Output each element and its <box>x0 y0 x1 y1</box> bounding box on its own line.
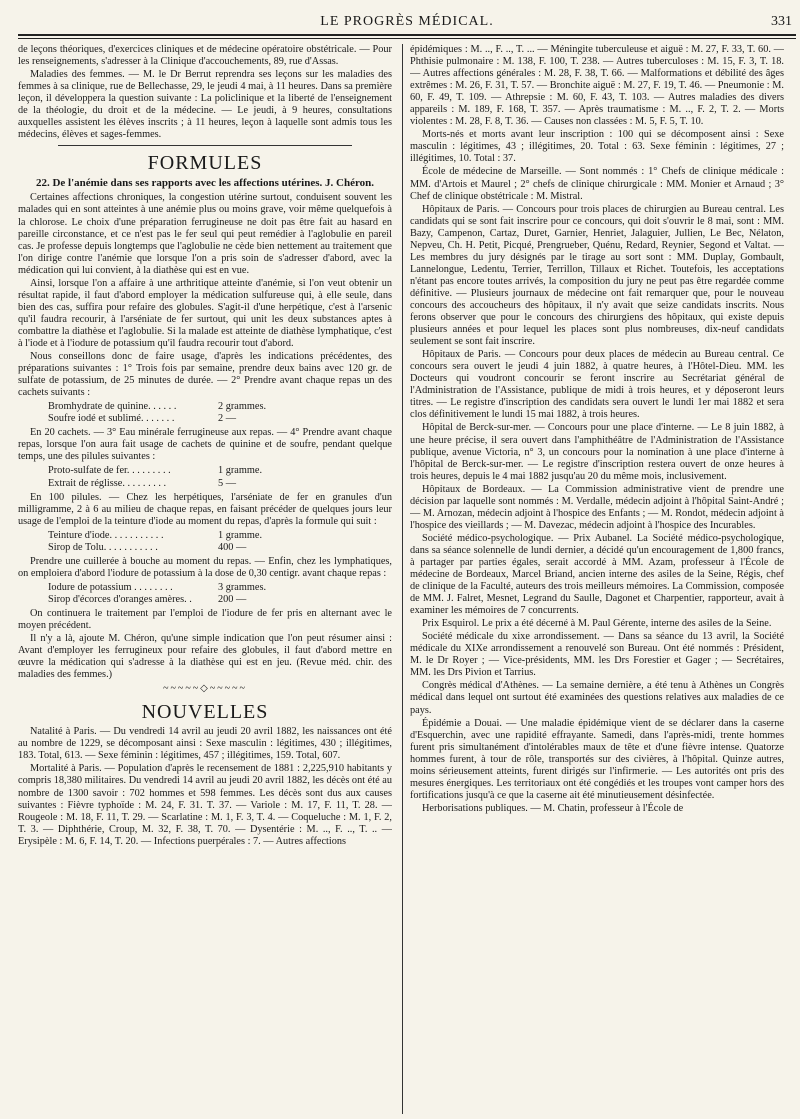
paragraph: Prendre une cuillerée à bouche au moment du repas. — Enfin, chez les lymphatiques, on emploiera d'abord l'iodure de potassium à la dose de 0,30 centigr. avant chaque repas : <box>18 555 392 579</box>
paragraph: On continuera le traitement par l'emploi de l'iodure de fer pris en alternant avec le moyen précédent. <box>18 607 392 632</box>
paragraph: En 100 pilules. — Chez les herpétiques, l'arséniate de fer en granules d'un milligramme, 2 à 6 au milieu de chaque repas, en faisant précéder de quelques jours leur usage de l'emploi de la teinture d'iode au moment du repas, d'après la formule qui suit : <box>18 491 392 527</box>
header-rule <box>18 34 796 36</box>
paragraph: Hôpital de Berck-sur-mer. — Concours pour une place d'interne. — Le 8 juin 1882, à une heure précise, il sera ouvert dans l'amphithéâtre de l'Administration de l'Assistance publique, avenue Victoria, n° 3, un concours pour la nomination à une place d'interne à l'hôpital de Berck-sur-mer. — Le registre d'inscription restera ouvert de onze heures à trois heures, depuis le 4 mai 1882 jusqu'au 20 du même mois, inclusivement. <box>410 422 784 482</box>
formula-block <box>48 465 392 489</box>
quantity: 5 — <box>218 477 237 489</box>
paragraph: Prix Esquirol. Le prix a été décerné à M. Paul Gérente, interne des asiles de la Seine. <box>422 618 772 630</box>
left-column <box>18 44 392 1114</box>
paragraph: Morts-nés et morts avant leur inscription : 100 qui se décomposent ainsi : Sexe masculin : légitimes, 43 ; illégitimes, 20. Total : 63. Sexe féminin : légitimes, 27 ; illégitimes, 10. Total : 37. <box>410 129 784 165</box>
journal-title: LE PROGRÈS MÉDICAL. <box>320 14 494 29</box>
ingredient: Sirop de Tolu. . . . . . . . . . . <box>48 541 158 553</box>
paragraph: Maladies des femmes. — M. le Dr Berrut reprendra ses leçons sur les maladies des femmes à sa clinique, rue de Bellechasse, 29, le jeudi 4 mai, à 11 heures. Dans sa première leçon, il développera la question suivante : La policlinique et la liberté de l'enseignement de la théologie, du droit et de la médecine. — Le jeudi, à 9 heures, consultations auxquelles assistent les élèves inscrits ; à 11 heures, leçon à laquelle sont admis tous les médecins, élèves et sages-femmes. <box>18 69 392 141</box>
section-heading-formules: FORMULES <box>147 152 263 175</box>
paragraph: Natalité à Paris. — Du vendredi 14 avril au jeudi 20 avril 1882, les naissances ont été au nombre de 1229, se décomposant ainsi : Sexe masculin : légitimes, 430 ; illégitimes, 183. Total, 613. — Sexe féminin : légitimes, 457 ; illégitimes, 159. Total, 607. <box>18 726 392 762</box>
formula-row <box>48 478 392 490</box>
page-header <box>18 14 796 36</box>
column-divider <box>402 44 403 1114</box>
paragraph: Herborisations publiques. — M. Chatin, professeur à l'École de <box>422 802 684 814</box>
ingredient: Sirop d'écorces d'oranges amères. . <box>48 593 192 605</box>
formula-row <box>48 413 392 425</box>
formula-block <box>48 530 392 554</box>
paragraph: Société médico-psychologique. — Prix Aubanel. La Société médico-psychologique, dans sa séance solennelle de lundi dernier, a décidé qu'un encouragement de 1,800 francs, à partager par parties égales, serait accordé à MM. Azam, professeur à l'École de médecine de Bordeaux, Marcel Briand, ancien interne des asiles de la Seine, Régis, chef de clinique de la Faculté, auteurs des trois meilleurs mémoires. La Commission, composée de MM. J. Falret, Mesnet, Legrand du Saulle, Dagonet et Charpentier, rapporteur, avait à examiner les mémoires de 7 concurrents. <box>410 532 784 617</box>
formula-row <box>48 401 392 413</box>
ornament-divider: ~~~~~◇~~~~~ <box>163 683 247 695</box>
quantity: 2 — <box>218 413 237 425</box>
section-heading-nouvelles: NOUVELLES <box>141 701 269 724</box>
formula-row <box>48 465 392 477</box>
paragraph: Société médicale du xixe arrondissement. — Dans sa séance du 13 avril, la Société médicale du XIXe arrondissement a renouvelé son Bureau. Ont été nommés : Président, M. le Dr Royer ; — Vice-présidents, MM. les Drs Forestier et Gager ; — Secrétaires, MM. les Drs Pivion et Tarrius. <box>410 631 784 679</box>
paragraph: épidémiques : M. .., F. .., T. ... — Méningite tuberculeuse et aiguë : M. 27, F. 33, T. 60. — Phthisie pulmonaire : M. 138, F. 100, T. 238. — Autres tuberculoses : M. 15, F. 3, T. 18. — Autres affections générales : M. 28, F. 38, T. 66. — Malformations et débilité des âges extrêmes : M. 26, F. 31, T. 57. — Bronchite aiguë : M. 27, F. 19, T. 46. — Pneumonie : M. 60, F. 49, T. 109. — Athrepsie : M. 60, F. 43, T. 103. — Autres maladies des divers appareils : M. 189, F. 168, T. 357. — Après traumatisme : M. .., F. 2, T. 2. — Morts violentes : M. 28, F. 8, T. 36. — Causes non classées : M. 5, F. 5, T. 10. <box>410 44 784 128</box>
quantity: 200 — <box>218 593 247 605</box>
section-rule <box>58 145 352 146</box>
formula-block <box>48 401 392 425</box>
formula-row <box>48 542 392 554</box>
article-title: 22. De l'anémie dans ses rapports avec les affections utérines. J. Chéron. <box>35 177 374 190</box>
paragraph: École de médecine de Marseille. — Sont nommés : 1° Chefs de clinique médicale : MM. d'Artois et Maurel ; 2° chefs de clinique chirurgicale : MM. Monier et Arnaud ; 3° Chef de clinique obstétricale : M. Mistral. <box>410 166 784 202</box>
quantity: 1 gramme. <box>218 465 263 477</box>
paragraph: Épidémie a Douai. — Une maladie épidémique vient de se déclarer dans la caserne d'Esquerchin, avec une rapidité effrayante. Samedi, dans l'après-midi, trente hommes furent pris simultanément d'intolérables maux de tête et d'une fièvre intense. Quatorze hommes furent, à tour de rôle, transportés sur des civières, à l'hôpital. Quinze autres, moins sérieusement atteints, furent dirigés sur l'infirmerie. — Les autorités ont pris des mesures énergiques. Les territoriaux ont été congédiés et les troupes vont camper hors des fortifications jusqu'à ce que la caserne ait été minutieusement désinfectée. <box>410 717 784 801</box>
paragraph: de leçons théoriques, d'exercices cliniques et de médecine opératoire obstétricale. — Pour les renseignements, s'adresser à la Clinique d'accouchements, 89, rue d'Assas. <box>18 44 392 68</box>
quantity: 3 grammes. <box>218 581 267 593</box>
paragraph: En 20 cachets. — 3° Eau minérale ferrugineuse aux repas. — 4° Prendre avant chaque repas, lorsque l'on aura fait usage de cachets de quinine et de soufre, pendant quelque temps, une des pilules suivantes : <box>18 427 392 463</box>
paragraph: Hôpitaux de Paris. — Concours pour deux places de médecin au Bureau central. Ce concours sera ouvert le jeudi 4 juin 1882, à quatre heures, à l'Hôtel-Dieu. MM. les Docteurs qui voudront concourir se feront inscrire au Secrétariat général de l'Administration de l'Assistance, publique de midi à trois heures, et y déposeront leurs titres. — Le registre d'inscription des candidats sera ouvert le lundi 1er mai 1882 et sera clos définitivement le lundi 15 mai 1882, à trois heures. <box>410 349 784 421</box>
paragraph: Nous conseillons donc de faire usage, d'après les indications précédentes, des préparations suivantes : 1° Trois fois par semaine, prendre deux bains avec 120 gr. de sulfate de potassium, de 25 minutes de durée. — 2° Prendre avant chaque repas un des cachets suivants : <box>18 351 392 399</box>
quantity: 2 grammes. <box>218 401 267 413</box>
quantity: 400 — <box>218 541 247 553</box>
formula-row <box>48 530 392 542</box>
paragraph: Certaines affections chroniques, la congestion utérine surtout, conduisent souvent les malades qui en sont atteintes à une anémie plus ou moins grave, voir même quelquefois à la chlorose. Le choix d'une préparation ferrugineuse ne doit pas être fait au hasard en pareille circonstance, et ce n'est pas le fer seul qui peut remédier à l'aglobulie en pareil cas. Je professe depuis longtemps que l'aglobulie ne cède bien nettement au traitement que l'on dirige contre l'anémie que lorsque l'on a pris soin de s'adresser d'abord, avec la médication qui lui convient, à la diathèse qui est en vue. <box>18 192 392 276</box>
right-column <box>410 44 784 1114</box>
formula-row <box>48 594 392 606</box>
paragraph: Ainsi, lorsque l'on a affaire à une arthritique atteinte d'anémie, si l'on veut obtenir un résultat rapide, il faut d'abord employer la médication sulfureuse qui, à elle seule, dans bien des cas, suffira pour refaire des globules. S'agit-il d'une herpétique, c'est à l'arsenic qu'il faudra recourir, à l'arséniate de fer surtout, qui unit les deux substances aptes à combattre la diathèse et l'aglobulie. Si la malade est atteinte de diathèse lymphatique, c'est à l'iode et à l'iodure de potassium qu'il faudra recourir tout d'abord. <box>18 277 392 349</box>
paragraph: Congrès médical d'Athènes. — La semaine dernière, a été tenu à Athènes un Congrès médical dans lequel ont surtout été examinées des questions relatives aux maladies de ce pays. <box>410 680 784 716</box>
quantity: 1 gramme. <box>218 529 263 541</box>
ingredient: Extrait de réglisse. . . . . . . . . <box>48 477 167 489</box>
ingredient: Soufre iodé et sublimé. . . . . . . <box>48 413 175 425</box>
paragraph: Mortalité à Paris. — Population d'après le recensement de 1881 : 2,225,910 habitants y compris 18,380 militaires. Du vendredi 14 avril au jeudi 20 avril 1882, les décès ont été au nombre de 1300 savoir : 702 hommes et 598 femmes. Les décès sont dus aux causes suivantes : Fièvre typhoïde : M. 24, F. 31. T. 37. — Variole : M. 17, F. 11, T. 28. — Rougeole : M. 18, F. 11, T. 29. — Scarlatine : M. 1, F. 3, T. 4. — Coqueluche : M. 1, F. 2, T. 3. — Diphthérie, Croup, M. 32, F. 38, T. 70. — Dysentérie : M. .., F. .., T. .. — Erysipèle : M. 6, F. 14, T. 20. — Infections puerpérales : 7. — Autres affections <box>18 763 392 847</box>
ingredient: Teinture d'iode. . . . . . . . . . . <box>48 529 164 541</box>
paragraph: Hôpitaux de Paris. — Concours pour trois places de chirurgien au Bureau central. Les candidats qui se sont fait inscrire pour ce concours, qui doit s'ouvrir le 8 mai, sont : MM. Bazy, Campenon, Cartaz, Duret, Garnier, Henriet, Jalaguier, Jullien, Le Bec, Nélaton, Nepveu, Ch. H. Petit, Picqué, Prengrueber, Quénu, Redard, Reynier, Segond et Valtat. — Les membres du jury désignés par le tirage au sort sont : MM. Duplay, Gombault, Lannelongue, Ledentu, Terrier, Terrillon, Tillaux et Richet. Toutefois, les acceptations n'étant pas encore toutes arrivés, la composition du jury ne peut pas être regardée comme définitive. — Plusieurs journaux de médecine ont fait remarquer que, pour le nouveau concours des accoucheurs des hôpitaux, il n'y avait que seize candidats inscrits. Nous ferons observer que pour le concours des chirurgiens des hôpitaux, qui existe depuis plusieurs années et pour lequel les places sont plus nombreuses, dix-neuf candidats seulement se sont fait inscrire. <box>410 203 784 348</box>
newspaper-page <box>18 0 796 1119</box>
paragraph: Hôpitaux de Bordeaux. — La Commission administrative vient de prendre une décision par laquelle sont nommés : M. Verdalle, médecin adjoint à l'hôpital Saint-André ; — M. Arnozan, médecin adjoint à l'hospice des Enfants ; — M. Rondot, médecin adjoint à l'hospice des vieillards ; — M. Davezac, médecin adjoint à l'hospice des Incurables. <box>410 483 784 531</box>
ingredient: Proto-sulfate de fer. . . . . . . . . <box>48 465 171 477</box>
formula-block <box>48 582 392 606</box>
page-number: 331 <box>771 14 792 29</box>
ingredient: Bromhydrate de quinine. . . . . . <box>48 401 177 413</box>
header-rule-thin <box>18 38 796 39</box>
formula-row <box>48 582 392 594</box>
paragraph: Il n'y a là, ajoute M. Chéron, qu'une simple indication que l'on peut résumer ainsi : Avant d'employer les ferrugineux pour refaire des globules, il faut d'abord mettre en œuvre la médication qui s'adresse à la diathèse qui est en jeu. (Revue méd. chir. des maladies des femmes.) <box>18 633 392 681</box>
ingredient: Iodure de potassium . . . . . . . . <box>48 581 173 593</box>
